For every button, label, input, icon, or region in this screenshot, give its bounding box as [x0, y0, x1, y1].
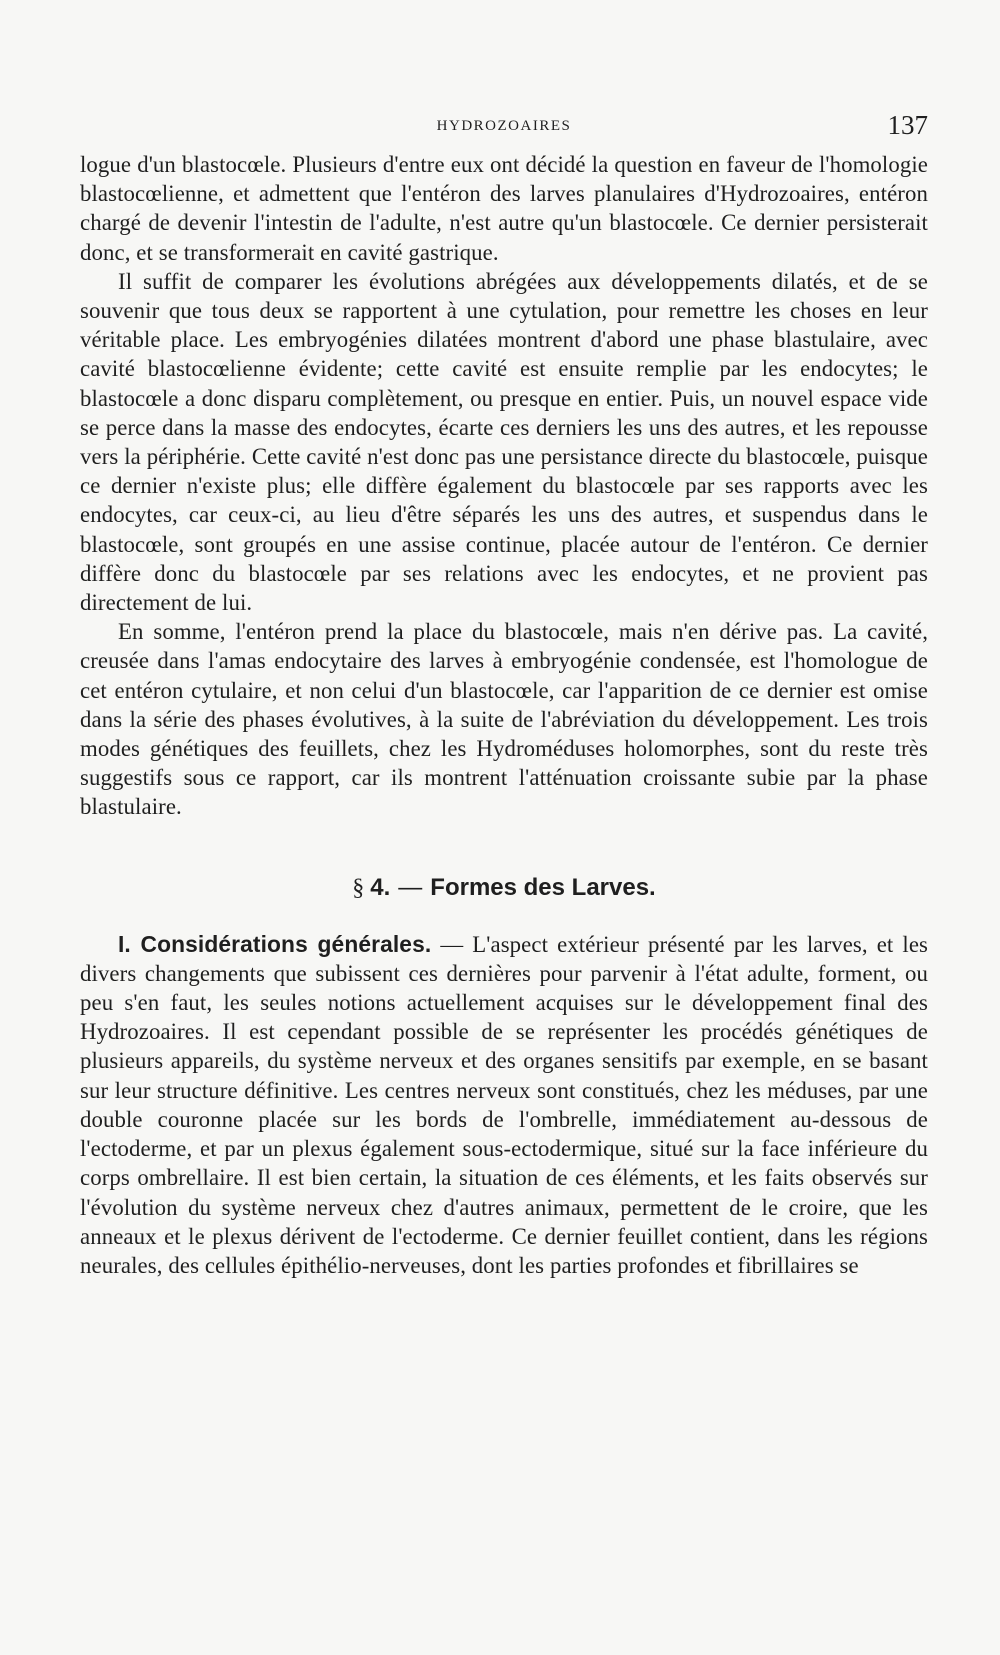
section-sign: § — [352, 874, 365, 901]
running-head — [80, 110, 928, 150]
section-number: 4. — [370, 873, 391, 901]
paragraph-considerations — [80, 930, 928, 1280]
paragraph-cytulation: Il suffit de comparer les évolutions abrégées aux développements dilatés, et de se souvenir que tous deux se rapportent à une cytulation, pour remettre les choses en leur véritable place. Les embryogénies dilatées montrent d'abord une phase blastulaire, avec cavité blastocœlienne évidente; cette cavité est ensuite remplie par les endocytes; le blastocœle a donc disparu complètement, ou presque en entier. Puis, un nouvel espace vide se perce dans la masse des endocytes, écarte ces derniers les uns des autres, et les repousse vers la périphérie. Cette cavité n'est donc pas une persistance directe du blastocœle, puisque ce dernier n'existe plus; elle diffère également du blastocœle par ses rapports avec les endocytes, car ceux-ci, au lieu d'être séparés les uns des autres, et suspendus dans le blastocœle, sont groupés en une assise continue, placée autour de l'entéron. Ce dernier diffère donc du blastocœle par ses relations avec les endocytes, et ne provient pas directement de lui. — [80, 268, 928, 616]
book-page — [80, 110, 928, 1280]
section-title: Formes des Larves. — [430, 873, 656, 901]
page-number: 137 — [887, 110, 928, 140]
running-title: HYDROZOAIRES — [436, 118, 572, 134]
paragraph-en-somme: En somme, l'entéron prend la place du blastocœle, mais n'en dérive pas. La cavité, creusée dans l'amas endocytaire des larves à embryogénie condensée, est l'homologue de cet entéron cytulaire, et non celui d'un blastocœle, car l'apparition de ce dernier est omise dans la série des phases évolutives, à la suite de l'abréviation du développement. Les trois modes génétiques des feuillets, chez les Hydroméduses holomorphes, sont du reste très suggestifs sous ce rapport, car ils montrent l'atténuation croissante subie par la phase blastulaire. — [80, 619, 928, 820]
paragraph-continued: logue d'un blastocœle. Plusieurs d'entre eux ont décidé la question en faveur de l'homologie blastocœlienne, et admettent que l'entéron des larves planulaires d'Hydrozoaires, entéron chargé de devenir l'intestin de l'adulte, n'est autre qu'un blastocœle. Ce dernier persisterait donc, et se transformerait en cavité gastrique. — [80, 152, 928, 265]
subsection-text: — L'aspect extérieur présenté par les larves, et les divers changements que subissent ces dernières pour parvenir à l'état adulte, forment, ou peu s'en faut, les seules notions actuellement acquises sur le développement final des Hydrozoaires. Il est cependant possible de se représenter les procédés génétiques de plusieurs appareils, du système nerveux et des organes sensitifs par exemple, en se basant sur leur structure définitive. Les centres nerveux sont constitués, chez les méduses, par une double couronne placée sur les bords de l'ombrelle, immédiatement au-dessous de l'ectoderme, et par un plexus également sous-ectodermique, situé sur la face inférieure du corps ombrellaire. Il est bien certain, la situation de ces éléments, et les faits observés sur l'évolution du système nerveux chez d'autres animaux, permettent de le croire, que les anneaux et le plexus dérivent de l'ectoderme. Ce dernier feuillet contient, dans les régions neurales, des cellules épithélio-nerveuses, dont les parties profondes et fibrillaires se — [80, 931, 929, 1278]
section-dash: — — [398, 873, 423, 901]
section-heading — [80, 873, 928, 903]
subsection-heading: I. Considérations générales. — [118, 930, 432, 957]
